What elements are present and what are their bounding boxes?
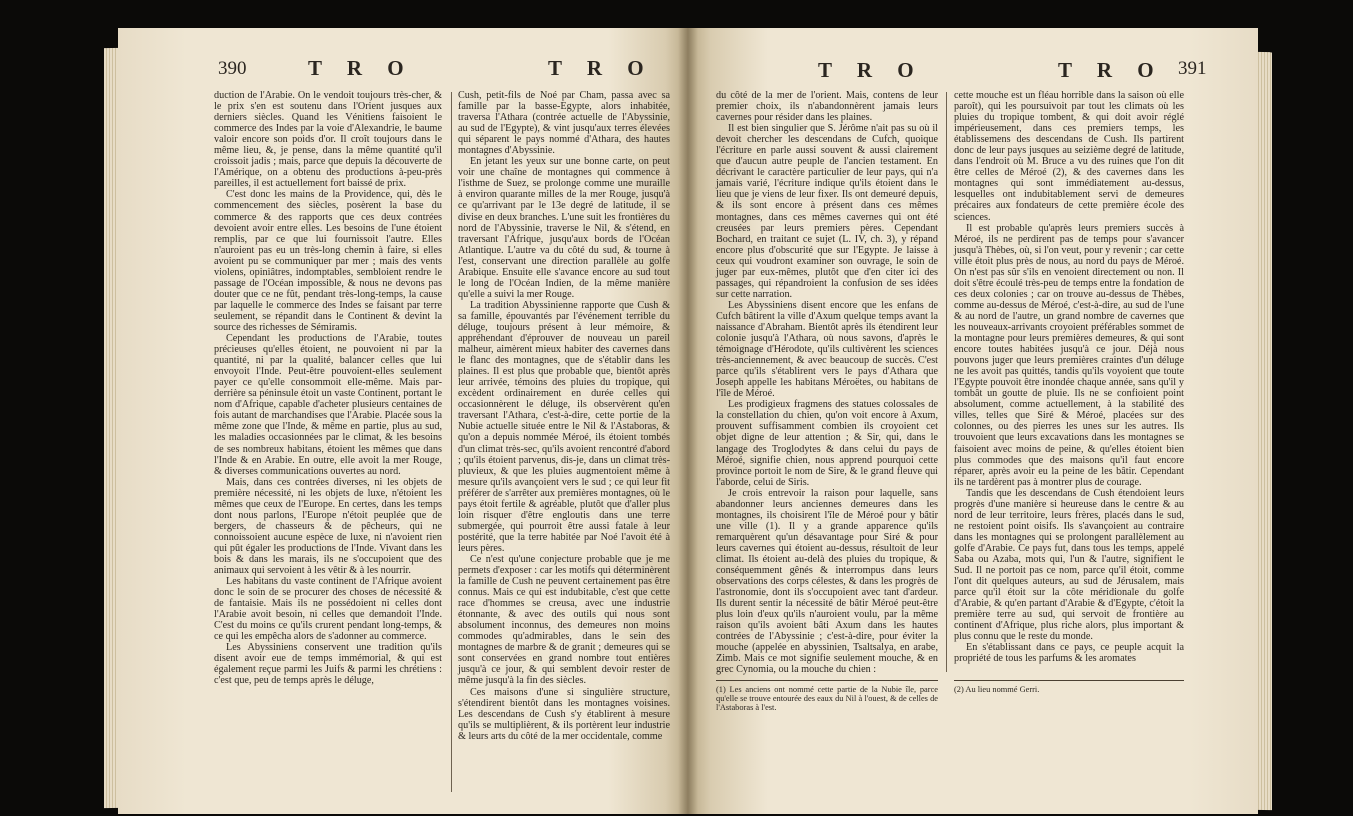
page-number-left: 390: [218, 58, 247, 79]
left-page: [118, 28, 688, 814]
footnote-1: (1) Les anciens ont nommé cette partie de la Nubie île, parce qu'elle se trouve entourée des eaux du Nil à l'ouest, & de celles de l'Astaboras à l'est.: [716, 685, 938, 713]
paragraph: Je crois entrevoir la raison pour laquelle, sans abandonner leurs anciennes demeures dans les montagnes, ils choisirent l'île de Méroé pour y bâtir une ville (1). Il y a grande apparence qu'ils remarquèrent qu'un désavantage pour Siré & pour leurs cavernes qui étoient au-dessus, résultoit de leur climat. Ils étoient au-delà des pluies du tropique, & conséquemment gênés & interrompus dans leurs observations des corps célestes, & dans les progrès de l'astronomie, dont ils s'occupoient avec tant d'ardeur. Ils durent sentir la nécessité de bâtir Méroé peut-être plus loin d'eux qu'ils n'auroient voulu, par la même raison qu'ils avoient bâti Axum dans les hautes contrées de l'Abyssinie ; c'est-à-dire, pour éviter la mouche (appelée en abyssinien, Tsaltsalya, en arabe, Zimb. Mais ce mot signifie seulement mouche, & en grec Cynomia, ou la mouche du chien :: [716, 487, 938, 676]
running-title-right: T R O: [818, 58, 924, 82]
footnote-2: (2) Au lieu nommé Gerri.: [954, 685, 1040, 694]
column-divider: [946, 92, 947, 672]
paragraph: En jetant les yeux sur une bonne carte, on peut voir une chaîne de montagnes qui commence à l'isthme de Suez, se prolonge comme une muraille à environ quarante milles de la mer Rouge, jusqu'à ce qu'arrivant par le 13e degré de latitude, il se divise en deux branches. L'une suit les frontières du nord de l'Abyssinie, traverse le Nil, & s'étend, en traversant l'Afrique, jusqu'aux bords de l'Océan Atlantique. L'autre va du côté du sud, & tourne à l'est, conservant une direction parallèle au golfe Arabique. Ensuite elle s'avance encore au sud tout le long de l'Océan Indien, de la même manière qu'elle a suivi la mer Rouge.: [458, 156, 670, 300]
running-title-left: T R O: [308, 56, 414, 80]
paragraph: cette mouche est un fléau horrible dans la saison où elle paroît), qui les poursuivoit par tout les climats où les pluies du tropique tombent, & qui doit avoir réglé impérieusement, dans ces premiers temps, les établissemens des descendans de Cush. Ils partirent donc de leur pays jusques au seizième degré de latitude, dans l'endroit où M. Bruce a vu des ruines que l'on dit être celles de Méroé (2), & des cavernes dans les montagnes qui sont immédiatement au-dessus, lesquelles ont indubitablement servi de demeures précaires aux fondateurs de cette première école des sciences.: [954, 90, 1184, 223]
paragraph: duction de l'Arabie. On le vendoit toujours très-cher, & le prix s'en est soutenu dans l'Orient jusques aux derniers siècles. Quand les Vénitiens faisoient le commerce des Indes par la voie d'Alexandrie, le baume valoir encore son poids d'or. Il croît toujours dans le même lieu, &, je pense, dans la même quantité qu'il croissoit jadis ; mais, parce que depuis la découverte de l'Amérique, on a obtenu des productions à-peu-près pareilles, il est actuellement fort baissé de prix.: [214, 90, 442, 190]
paragraph: Les Abyssiniens disent encore que les enfans de Cufch bâtirent la ville d'Axum quelque temps avant la naissance d'Abraham. Bientôt après ils étendirent leur colonie jusqu'à l'Athara, où nous savons, d'après le témoignage d'Hérodote, qu'ils cultivèrent les sciences très-anciennement, & avec beaucoup de succès. C'est parce qu'ils s'établirent vers le pays d'Athara que Joseph appelle les habitans Méroëtes, ou habitans de l'île de Méroé.: [716, 299, 938, 400]
paragraph: du côté de la mer de l'orient. Mais, contens de leur premier choix, ils n'abandonnèrent jamais leurs cavernes pour résider dans les plaines.: [716, 90, 938, 124]
paragraph: Il est probable qu'après leurs premiers succès à Méroé, ils ne perdirent pas de temps pour s'avancer jusqu'à Thèbes, où, si l'on veut, pour y revenir ; car cette ville étoit plus près de nous, au nord du pays de Méroé. On n'est pas sûr s'ils en venoient directement ou non. Il doit s'être écoulé très-peu de temps entre la fondation de ces deux colonies ; car on trouve au-dessus de Thèbes, comme au-dessus de Méroé, c'est-à-dire, au sud de l'une & au nord de l'autre, un grand nombre de cavernes que les nouveaux-arrivants croyoient préférables sommet de la montagne pour leurs premières demeures, & qui sont encore toutes habitées jusqu'à ce jour. Déjà nous pouvons juger que leurs premières craintes d'un déluge ne les avoit pas quittés, tandis qu'ils voyoient que toute l'Egypte pouvoit être inondée chaque année, sans qu'il y tombât un goutte de pluie. Ils ne se confioient point absolument, comme actuellement, à la stabilité des villes, telles que Siré & Méroé, placées sur des colonnes, ou des pierres les unes sur les autres. Ils trouvoient que leurs excavations dans les montagnes se faisoient avec moins de peine, & qu'elles étoient bien plus commodes que des maisons qu'il faut encore réparer, après avoir eu la peine de les bâtir. Cependant ils ne tardèrent pas à montrer plus de courage.: [954, 222, 1184, 488]
paragraph: Ces maisons d'une si singulière structure, s'étendirent bientôt dans les montagnes voisines. Les descendans de Cush s'y établirent à mesure qu'ils se multiplièrent, & ils portèrent leur industrie & leurs arts du côté de la mer occidentale, comme: [458, 686, 670, 742]
left-column-2: [458, 90, 670, 742]
column-divider: [451, 92, 452, 792]
paragraph: La tradition Abyssinienne rapporte que Cush & sa famille, épouvantés par l'événement terrible du déluge, toujours présent à leur mémoire, & appréhendant d'éprouver de nouveau un pareil malheur, aimèrent mieux habiter des cavernes dans le flanc des montagnes, que de s'établir dans les plaines. Il est plus que probable que, bientôt après leur arrivée, témoins des pluies du tropique, qui excèdent ordinairement en durée celles qui occasionnèrent le déluge, ils observèrent qu'en traversant l'Athara, c'est-à-dire, cette portie de la Nubie actuelle située entre le Nil & l'Astaboras, & qu'on a depuis nommée Méroé, ils étoient tombés d'un climat très-sec, qu'ils avoient rencontré d'abord ; qu'ils étoient parvenus, dis-je, dans un climat très-pluvieux, & que les pluies augmentoient même à mesure qu'ils avançoient vers le sud ; ce qui leur fit préférer de s'arrêter aux premières montagnes, où le pays étoit fertile & agréable, plutôt que d'aller plus loin risquer d'être engloutis dans une terre submergée, qui pourroit être aussi fatale à leur postérité, que la terre habitée par Noé l'avoit été à leurs pères.: [458, 299, 670, 554]
paragraph: Tandis que les descendans de Cush étendoient leurs progrès d'une manière si heureuse dans le centre & au nord de leur territoire, leurs frères, placés dans le sud, ne restoient point oisifs. Ils s'avançoient au contraire dans les montagnes qui se prolongent parallèlement au golfe d'Arabie. Ce pays fut, dans tous les temps, appelé Saba ou Azaba, mots qui, l'un & l'autre, signifient le Sud. Il ne portoit pas ce nom, parce qu'il étoit, comme l'ont dit quelques auteurs, au sud de Jérusalem, mais parce qu'il étoit sur la côte méridionale du golfe d'Arabie, & qu'en partant d'Arabie & d'Egypte, c'étoit la première terre au sud, qui servoit de frontière au continent d'Afrique, plus riche alors, plus important & plus connu que le reste du monde.: [954, 487, 1184, 643]
paragraph: Mais, dans ces contrées diverses, ni les objets de première nécessité, ni les objets de luxe, n'étoient les mêmes que ceux de l'Europe. En certes, dans les temps dont nous parlons, l'Europe n'étoit peuplée que de bergers, de chasseurs & de pêcheurs, qui ne connoissoient aucune espèce de luxe, ni n'avoient rien qui pût égaler les productions de l'Inde. Vivant dans les bois & dans les marais, ils ne s'occupoient que des animaux qui servoient à les vêtir & à les nourrir.: [214, 476, 442, 577]
page-edges-right: [1256, 52, 1272, 810]
paragraph: Il est bien singulier que S. Jérôme n'ait pas su où il devoit chercher les descendans de Cufch, quoique l'écriture en parle aussi souvent & aussi clairement que d'aucun autre peuple de l'ancien testament. En décrivant le caractère particulier de leur pays, qui n'a jamais varié, l'écriture indique qu'ils étoient dans le lieu que je viens de leur fixer. Ils ont demeuré depuis, & ils sont encore à présent dans ces mêmes montagnes, dans ces mêmes cavernes qui ont été creusées par leurs premiers pères. Cependant Bochard, en traitant ce sujet (L. IV, ch. 3), y répand encore plus d'obscurité que sur l'Egypte. Je laisse à ceux qui voudront examiner son ouvrage, le soin de juger par eux-mêmes, plutôt que d'en citer ici des passages, qui répandroient la confusion de ses idées sur cette narration.: [716, 123, 938, 300]
paragraph: Les Abyssiniens conservent une tradition qu'ils disent avoir eue de temps immémorial, & qui est également reçue parmi les Juifs & parmi les chrétiens : c'est que, peu de temps après le déluge,: [214, 642, 442, 687]
paragraph: Ce n'est qu'une conjecture probable que je me permets d'exposer : car les motifs qui déterminèrent la famille de Cush ne peuvent certainement pas être connus. Mais ce qui est indubitable, c'est que cette race d'hommes se creusa, avec une industrie étonnante, & avec des outils qui nous sont absolument inconnus, des demeures non moins commodes qu'admirables, dans le sein des montagnes de marbre & de granit ; demeures qui se sont conservées en grand nombre tout entières jusqu'à ce jour, & qui semblent devoir rester de même jusqu'à la fin des siècles.: [458, 553, 670, 687]
paragraph: Les habitans du vaste continent de l'Afrique avoient donc le soin de se procurer des choses de nécessité & de fantaisie. Mais ils ne possédoient ni celles dont l'Arabie avoit besoin, ni celles que demandoit l'Inde. C'est du moins ce qu'ils crurent pendant long-temps, & ce qui les empêcha alors de s'adonner au commerce.: [214, 576, 442, 643]
paragraph: C'est donc les mains de la Providence, qui, dès le commencement des siècles, posèrent la base du commerce & des rapports que ces deux contrées devoient avoir entre elles. Les besoins de l'une étoient remplis, par ce que lui fournissoit l'autre. Elles n'auroient pas eu un très-long chemin à faire, si elles avoient pu se communiquer par mer ; mais des vents violens, opiniâtres, indomptables, sembloient rendre le passage de l'Océan impossible, & nous ne devons pas douter que ce ne fût, pendant très-long-temps, la cause par laquelle le commerce des Indes se faisant par terre seulement, se répandit dans le Continent & devint la source des richesses de Sémiramis.: [214, 189, 442, 333]
right-column-2: [954, 90, 1184, 664]
open-book: [118, 28, 1258, 814]
running-title-right-2: T R O: [1058, 58, 1164, 82]
running-title-left-2: T R O: [548, 56, 654, 80]
right-page: [688, 28, 1258, 814]
right-column-1: [716, 90, 938, 675]
footnote-rule-right: [954, 680, 1184, 681]
page-number-right: 391: [1178, 58, 1207, 79]
paragraph: En s'établissant dans ce pays, ce peuple acquit la propriété de tous les parfums & les aromates: [954, 642, 1184, 665]
paragraph: Cependant les productions de l'Arabie, toutes précieuses qu'elles étoient, ne pouvoient ni par la quantité, ni par la qualité, balancer celles que lui envoyoit l'Inde. Peut-être pouvoient-elles seulement payer ce qu'elle consommoit elle-même. Mais par-derrière sa péninsule étoit un vaste Continent, portant le nom d'Afrique, capable d'acheter plusieurs centaines de fois autant de marchandises que l'Arabie. Placée sous la même zone que l'Inde, & même en partie, plus au sud, les maladies occasionnées par le climat, & les besoins de ses nombreux habitans, étoient les mêmes que dans l'Inde & en Arabie. En outre, elle avoit la mer Rouge, & diverses communications ouvertes au nord.: [214, 333, 442, 477]
paragraph: Cush, petit-fils de Noé par Cham, passa avec sa famille par la basse-Egypte, alors inhabitée, traversa l'Athara (contrée actuelle de l'Abyssinie, au sud de l'Egypte), & vint jusqu'aux terres élevées qui séparent le pays nommé d'Athara, des hautes montagnes d'Abyssinie.: [458, 90, 670, 157]
paragraph: Les prodigieux fragmens des statues colossales de la constellation du chien, qu'on voit encore à Axum, prouvent suffisamment combien ils croyoient cet objet digne de leur attention ; & Sir, qui, dans le langage des Troglodytes & dans celui du pays de Méroé, signifie chien, nous apprend pourquoi cette province portoit le nom de Sire, & le grand fleuve qui l'aborde, celui de Siris.: [716, 399, 938, 488]
left-column-1: [214, 90, 442, 687]
book-gutter: [678, 28, 698, 814]
footnote-rule-left: [716, 680, 938, 681]
